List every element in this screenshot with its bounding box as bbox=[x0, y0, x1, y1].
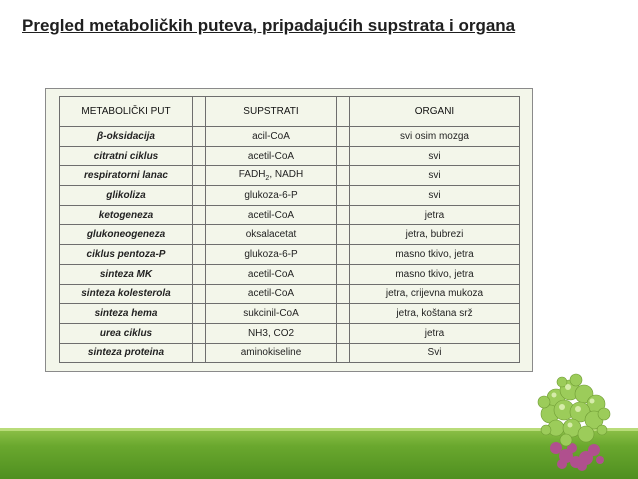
cell-organs: jetra, bubrezi bbox=[350, 225, 520, 245]
cell-organs: masno tkivo, jetra bbox=[350, 245, 520, 265]
subscript-2: 2 bbox=[265, 175, 270, 183]
cell-substrates: glukoza-6-P bbox=[206, 245, 337, 265]
cell-gap bbox=[193, 343, 206, 363]
cell-path: citratni ciklus bbox=[60, 146, 193, 166]
cell-substrates: sukcinil-CoA bbox=[206, 304, 337, 324]
cell-path: respiratorni lanac bbox=[60, 166, 193, 186]
cell-gap bbox=[337, 284, 350, 304]
cell-substrates: acetil-CoA bbox=[206, 284, 337, 304]
cell-substrates: aminokiseline bbox=[206, 343, 337, 363]
cell-substrates bbox=[206, 166, 337, 186]
slide-title: Pregled metaboličkih puteva, pripadajućih supstrata i organa bbox=[22, 16, 516, 35]
molecule-purple-strands bbox=[550, 442, 604, 471]
cell-gap bbox=[337, 225, 350, 245]
cell-path: urea ciklus bbox=[60, 323, 193, 343]
table-row bbox=[60, 245, 520, 265]
table-row bbox=[60, 127, 520, 147]
header-path: METABOLIČKI PUT bbox=[60, 97, 193, 127]
cell-path: sinteza hema bbox=[60, 304, 193, 324]
nadh-text: , NADH bbox=[269, 169, 304, 181]
cell-gap bbox=[193, 304, 206, 324]
cell-gap bbox=[193, 186, 206, 206]
header-gap bbox=[337, 97, 350, 127]
cell-gap bbox=[337, 245, 350, 265]
cell-gap bbox=[193, 284, 206, 304]
cell-gap bbox=[193, 146, 206, 166]
cell-substrates: oksalacetat bbox=[206, 225, 337, 245]
cell-path: sinteza kolesterola bbox=[60, 284, 193, 304]
cell-organs: jetra bbox=[350, 205, 520, 225]
cell-gap bbox=[193, 245, 206, 265]
fadh-text: FADH bbox=[238, 169, 266, 181]
header-gap bbox=[193, 97, 206, 127]
cell-gap bbox=[337, 205, 350, 225]
cell-path: glukoneogeneza bbox=[60, 225, 193, 245]
cell-path: ciklus pentoza-P bbox=[60, 245, 193, 265]
table-row bbox=[60, 225, 520, 245]
table-row bbox=[60, 264, 520, 284]
table-row bbox=[60, 304, 520, 324]
cell-gap bbox=[337, 166, 350, 186]
table-row bbox=[60, 146, 520, 166]
cell-organs: svi bbox=[350, 146, 520, 166]
cell-gap bbox=[193, 323, 206, 343]
cell-substrates: glukoza-6-P bbox=[206, 186, 337, 206]
cell-organs: svi osim mozga bbox=[350, 127, 520, 147]
cell-gap bbox=[337, 304, 350, 324]
cell-organs: svi bbox=[350, 186, 520, 206]
header-substrates: SUPSTRATI bbox=[206, 97, 337, 127]
table-row bbox=[60, 323, 520, 343]
cell-gap bbox=[337, 146, 350, 166]
cell-gap bbox=[337, 186, 350, 206]
cell-organs: jetra bbox=[350, 323, 520, 343]
protein-molecule-illustration bbox=[526, 368, 622, 474]
table-row bbox=[60, 186, 520, 206]
table-header-row bbox=[60, 97, 520, 127]
cell-organs: jetra, crijevna mukoza bbox=[350, 284, 520, 304]
table-row bbox=[60, 205, 520, 225]
metabolic-table bbox=[59, 96, 520, 363]
cell-gap bbox=[193, 205, 206, 225]
molecule-green-helices bbox=[538, 374, 610, 446]
table-row bbox=[60, 166, 520, 186]
cell-path: sinteza MK bbox=[60, 264, 193, 284]
cell-gap bbox=[337, 343, 350, 363]
cell-path: ketogeneza bbox=[60, 205, 193, 225]
metabolic-table-panel bbox=[45, 88, 533, 372]
cell-gap bbox=[193, 264, 206, 284]
cell-organs: masno tkivo, jetra bbox=[350, 264, 520, 284]
cell-substrates: acil-CoA bbox=[206, 127, 337, 147]
cell-gap bbox=[193, 127, 206, 147]
cell-substrates: acetil-CoA bbox=[206, 205, 337, 225]
cell-gap bbox=[337, 264, 350, 284]
header-organs: ORGANI bbox=[350, 97, 520, 127]
cell-organs: Svi bbox=[350, 343, 520, 363]
cell-gap bbox=[337, 323, 350, 343]
cell-substrates: NH3, CO2 bbox=[206, 323, 337, 343]
cell-gap bbox=[193, 225, 206, 245]
cell-substrates: acetil-CoA bbox=[206, 146, 337, 166]
cell-path: sinteza proteina bbox=[60, 343, 193, 363]
cell-path: β-oksidacija bbox=[60, 127, 193, 147]
cell-gap bbox=[193, 166, 206, 186]
cell-organs: jetra, koštana srž bbox=[350, 304, 520, 324]
cell-substrates: acetil-CoA bbox=[206, 264, 337, 284]
table-row bbox=[60, 284, 520, 304]
cell-organs: svi bbox=[350, 166, 520, 186]
cell-path: glikoliza bbox=[60, 186, 193, 206]
cell-gap bbox=[337, 127, 350, 147]
table-row bbox=[60, 343, 520, 363]
